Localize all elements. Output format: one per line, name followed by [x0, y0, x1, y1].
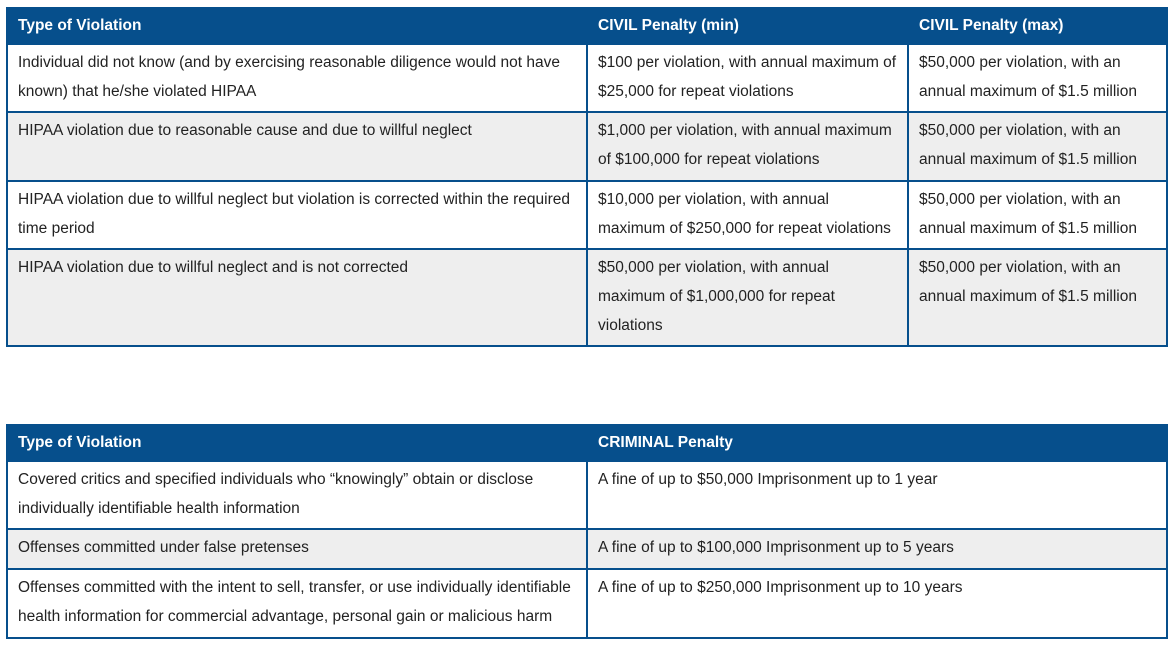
penalty-max-cell: $50,000 per violation, with an annual maximum of $1.5 million: [908, 181, 1167, 249]
header-criminal-penalty: CRIMINAL Penalty: [587, 425, 1167, 461]
header-type-of-violation: Type of Violation: [7, 8, 587, 44]
table-header-row: [7, 425, 1167, 461]
header-civil-penalty-max: CIVIL Penalty (max): [908, 8, 1167, 44]
table-row: [7, 181, 1167, 249]
penalty-min-cell: $50,000 per violation, with annual maximum of $1,000,000 for repeat violations: [587, 249, 908, 346]
table-row: [7, 112, 1167, 180]
violation-type-cell: HIPAA violation due to willful neglect and is not corrected: [7, 249, 587, 346]
penalty-max-cell: $50,000 per violation, with an annual maximum of $1.5 million: [908, 249, 1167, 346]
criminal-penalty-cell: A fine of up to $50,000 Imprisonment up to 1 year: [587, 461, 1167, 529]
penalty-min-cell: $100 per violation, with annual maximum of $25,000 for repeat violations: [587, 44, 908, 112]
criminal-penalty-table: [6, 424, 1168, 639]
violation-type-cell: Offenses committed under false pretenses: [7, 529, 587, 569]
penalty-max-cell: $50,000 per violation, with an annual maximum of $1.5 million: [908, 44, 1167, 112]
table-row: [7, 529, 1167, 569]
table-row: [7, 249, 1167, 346]
header-type-of-violation: Type of Violation: [7, 425, 587, 461]
violation-type-cell: HIPAA violation due to willful neglect but violation is corrected within the required time period: [7, 181, 587, 249]
table-header-row: [7, 8, 1167, 44]
criminal-penalty-cell: A fine of up to $100,000 Imprisonment up to 5 years: [587, 529, 1167, 569]
penalty-min-cell: $1,000 per violation, with annual maximum of $100,000 for repeat violations: [587, 112, 908, 180]
violation-type-cell: Individual did not know (and by exercising reasonable diligence would not have known) that he/she violated HIPAA: [7, 44, 587, 112]
penalty-min-cell: $10,000 per violation, with annual maximum of $250,000 for repeat violations: [587, 181, 908, 249]
header-civil-penalty-min: CIVIL Penalty (min): [587, 8, 908, 44]
table-row: [7, 44, 1167, 112]
violation-type-cell: Offenses committed with the intent to sell, transfer, or use individually identifiable health information for commercial advantage, personal gain or malicious harm: [7, 569, 587, 637]
violation-type-cell: HIPAA violation due to reasonable cause and due to willful neglect: [7, 112, 587, 180]
table-row: [7, 569, 1167, 637]
criminal-penalty-cell: A fine of up to $250,000 Imprisonment up to 10 years: [587, 569, 1167, 637]
violation-type-cell: Covered critics and specified individuals who “knowingly” obtain or disclose individually identifiable health information: [7, 461, 587, 529]
penalty-max-cell: $50,000 per violation, with an annual maximum of $1.5 million: [908, 112, 1167, 180]
civil-penalty-table: [6, 7, 1168, 347]
table-row: [7, 461, 1167, 529]
